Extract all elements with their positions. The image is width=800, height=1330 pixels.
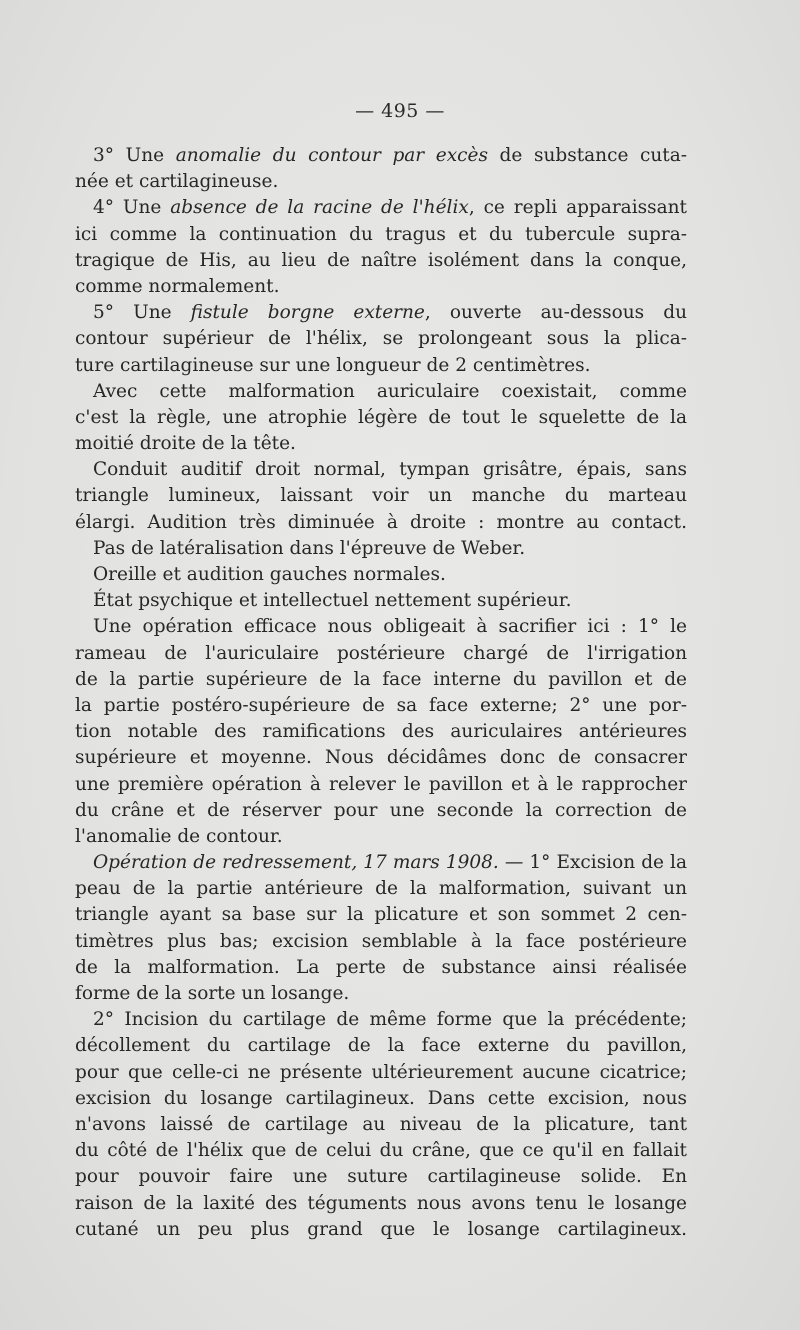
text-segment: Oreille et audition gauches normales. [93, 564, 446, 585]
text-segment: tragique de His, au lieu de naître isolément dans la conque, [75, 249, 687, 271]
text-segment: Conduit auditif droit normal, tympan grisâtre, épais, sans [93, 459, 687, 481]
text-line [75, 929, 687, 955]
text-line [75, 1060, 687, 1086]
text-segment: ici comme la continuation du tragus et du tubercule supra- [75, 223, 687, 245]
text-line [75, 1033, 687, 1059]
text-segment: de la partie supérieure de la face interne du pavillon et de [75, 668, 687, 690]
text-line [75, 902, 687, 928]
text-line [75, 510, 687, 536]
text-line [75, 1164, 687, 1190]
body-text [75, 143, 687, 1243]
text-line [75, 876, 687, 902]
text-segment: État psychique et intellectuel nettement supérieur. [93, 590, 572, 612]
text-line [75, 457, 687, 483]
text-line [75, 745, 687, 771]
italic-text: anomalie du contour par excès [175, 145, 488, 166]
text-segment: Une opération efficace nous obligeait à sacrifier ici : 1° le [93, 616, 687, 638]
text-segment: de substance cuta- [487, 145, 687, 166]
text-line [75, 1191, 687, 1217]
text-segment: 2° Incision du cartilage de même forme que la précédente; [93, 1009, 687, 1031]
text-line [75, 143, 687, 169]
italic-text: Opération de redressement, 17 mars 1908. [93, 852, 499, 874]
text-line [75, 1217, 687, 1243]
text-line [75, 981, 687, 1007]
text-line [75, 431, 687, 457]
italic-text: absence de la racine de l'hélix [170, 197, 469, 219]
text-line [75, 955, 687, 981]
italic-text: fistule borgne externe [190, 302, 425, 324]
text-line [75, 169, 687, 195]
text-line [75, 667, 687, 693]
text-segment: la partie postéro-supérieure de sa face externe; 2° une por- [75, 694, 687, 716]
text-segment: pour que celle-ci ne présente ultérieurement aucune cicatrice; [75, 1061, 687, 1083]
text-segment: Avec cette malformation auriculaire coexistait, comme [93, 380, 687, 402]
text-line [75, 248, 687, 274]
text-line [75, 222, 687, 248]
text-segment: Pas de latéralisation dans l'épreuve de Weber. [93, 537, 526, 559]
text-line [75, 850, 687, 876]
text-line [75, 614, 687, 640]
text-segment: décollement du cartilage de la face externe du pavillon, [75, 1035, 687, 1057]
text-line [75, 326, 687, 352]
text-segment: de la malformation. La perte de substance ainsi réalisée [75, 956, 687, 978]
text-segment: peau de la partie antérieure de la malformation, suivant un [75, 878, 687, 900]
text-segment: comme normalement. [75, 275, 280, 297]
text-line [75, 1138, 687, 1164]
text-segment: 3° Une [93, 145, 176, 166]
text-line [75, 772, 687, 798]
text-segment: du crâne et de réserver pour une seconde la correction de [75, 799, 687, 821]
text-line [75, 1112, 687, 1138]
text-segment: forme de la sorte un losange. [75, 983, 350, 1004]
text-line [75, 405, 687, 431]
text-line [75, 195, 687, 221]
text-segment: triangle ayant sa base sur la plicature et son sommet 2 cen- [75, 904, 687, 926]
text-line [75, 274, 687, 300]
text-segment: ture cartilagineuse sur une longueur de 2 centimètres. [75, 354, 591, 376]
text-line [75, 824, 687, 850]
text-line [75, 719, 687, 745]
text-line [75, 536, 687, 562]
text-line [75, 798, 687, 824]
text-line [75, 641, 687, 667]
text-segment: c'est la règle, une atrophie légère de tout le squelette de la [75, 406, 687, 428]
text-segment: rameau de l'auriculaire postérieure chargé de l'irrigation [75, 642, 687, 664]
text-segment: née et cartilagineuse. [75, 171, 279, 193]
text-line [75, 693, 687, 719]
text-line [75, 353, 687, 379]
text-line [75, 379, 687, 405]
text-segment: pour pouvoir faire une suture cartilagineuse solide. En [75, 1166, 687, 1188]
text-segment: contour supérieur de l'hélix, se prolongeant sous la plica- [75, 328, 687, 350]
text-segment: timètres plus bas; excision semblable à la face postérieure [75, 930, 687, 952]
text-segment: — 1° Excision de la [498, 852, 687, 874]
text-segment: raison de la laxité des téguments nous avons tenu le losange [75, 1192, 687, 1214]
text-segment: moitié droite de la tête. [75, 433, 296, 455]
text-segment: tion notable des ramifications des auriculaires antérieures [75, 721, 687, 743]
text-line [75, 1086, 687, 1112]
page-number: — 495 — [355, 100, 445, 122]
text-segment: élargi. Audition très diminuée à droite : montre au contact. [75, 511, 687, 533]
text-line [75, 1007, 687, 1033]
text-segment: 4° Une [93, 197, 171, 219]
text-segment: excision du losange cartilagineux. Dans cette excision, nous [75, 1087, 687, 1109]
text-line [75, 588, 687, 614]
text-segment: 5° Une [93, 302, 191, 324]
text-segment: n'avons laissé de cartilage au niveau de la plicature, tant [75, 1113, 687, 1135]
text-segment: triangle lumineux, laissant voir un manche du marteau [75, 485, 687, 507]
text-line [75, 300, 687, 326]
text-segment: , ce repli apparaissant [468, 197, 687, 219]
text-segment: supérieure et moyenne. Nous décidâmes donc de consacrer [75, 747, 687, 769]
text-line [75, 562, 687, 588]
text-line [75, 483, 687, 509]
text-segment: , ouverte au-dessous du [424, 302, 687, 324]
text-segment: du côté de l'hélix que de celui du crâne, que ce qu'il en fallait [75, 1140, 687, 1162]
text-segment: cutané un peu plus grand que le losange cartilagineux. [75, 1218, 687, 1240]
text-segment: l'anomalie de contour. [75, 825, 283, 847]
text-segment: une première opération à relever le pavillon et à le rapprocher [75, 773, 687, 795]
